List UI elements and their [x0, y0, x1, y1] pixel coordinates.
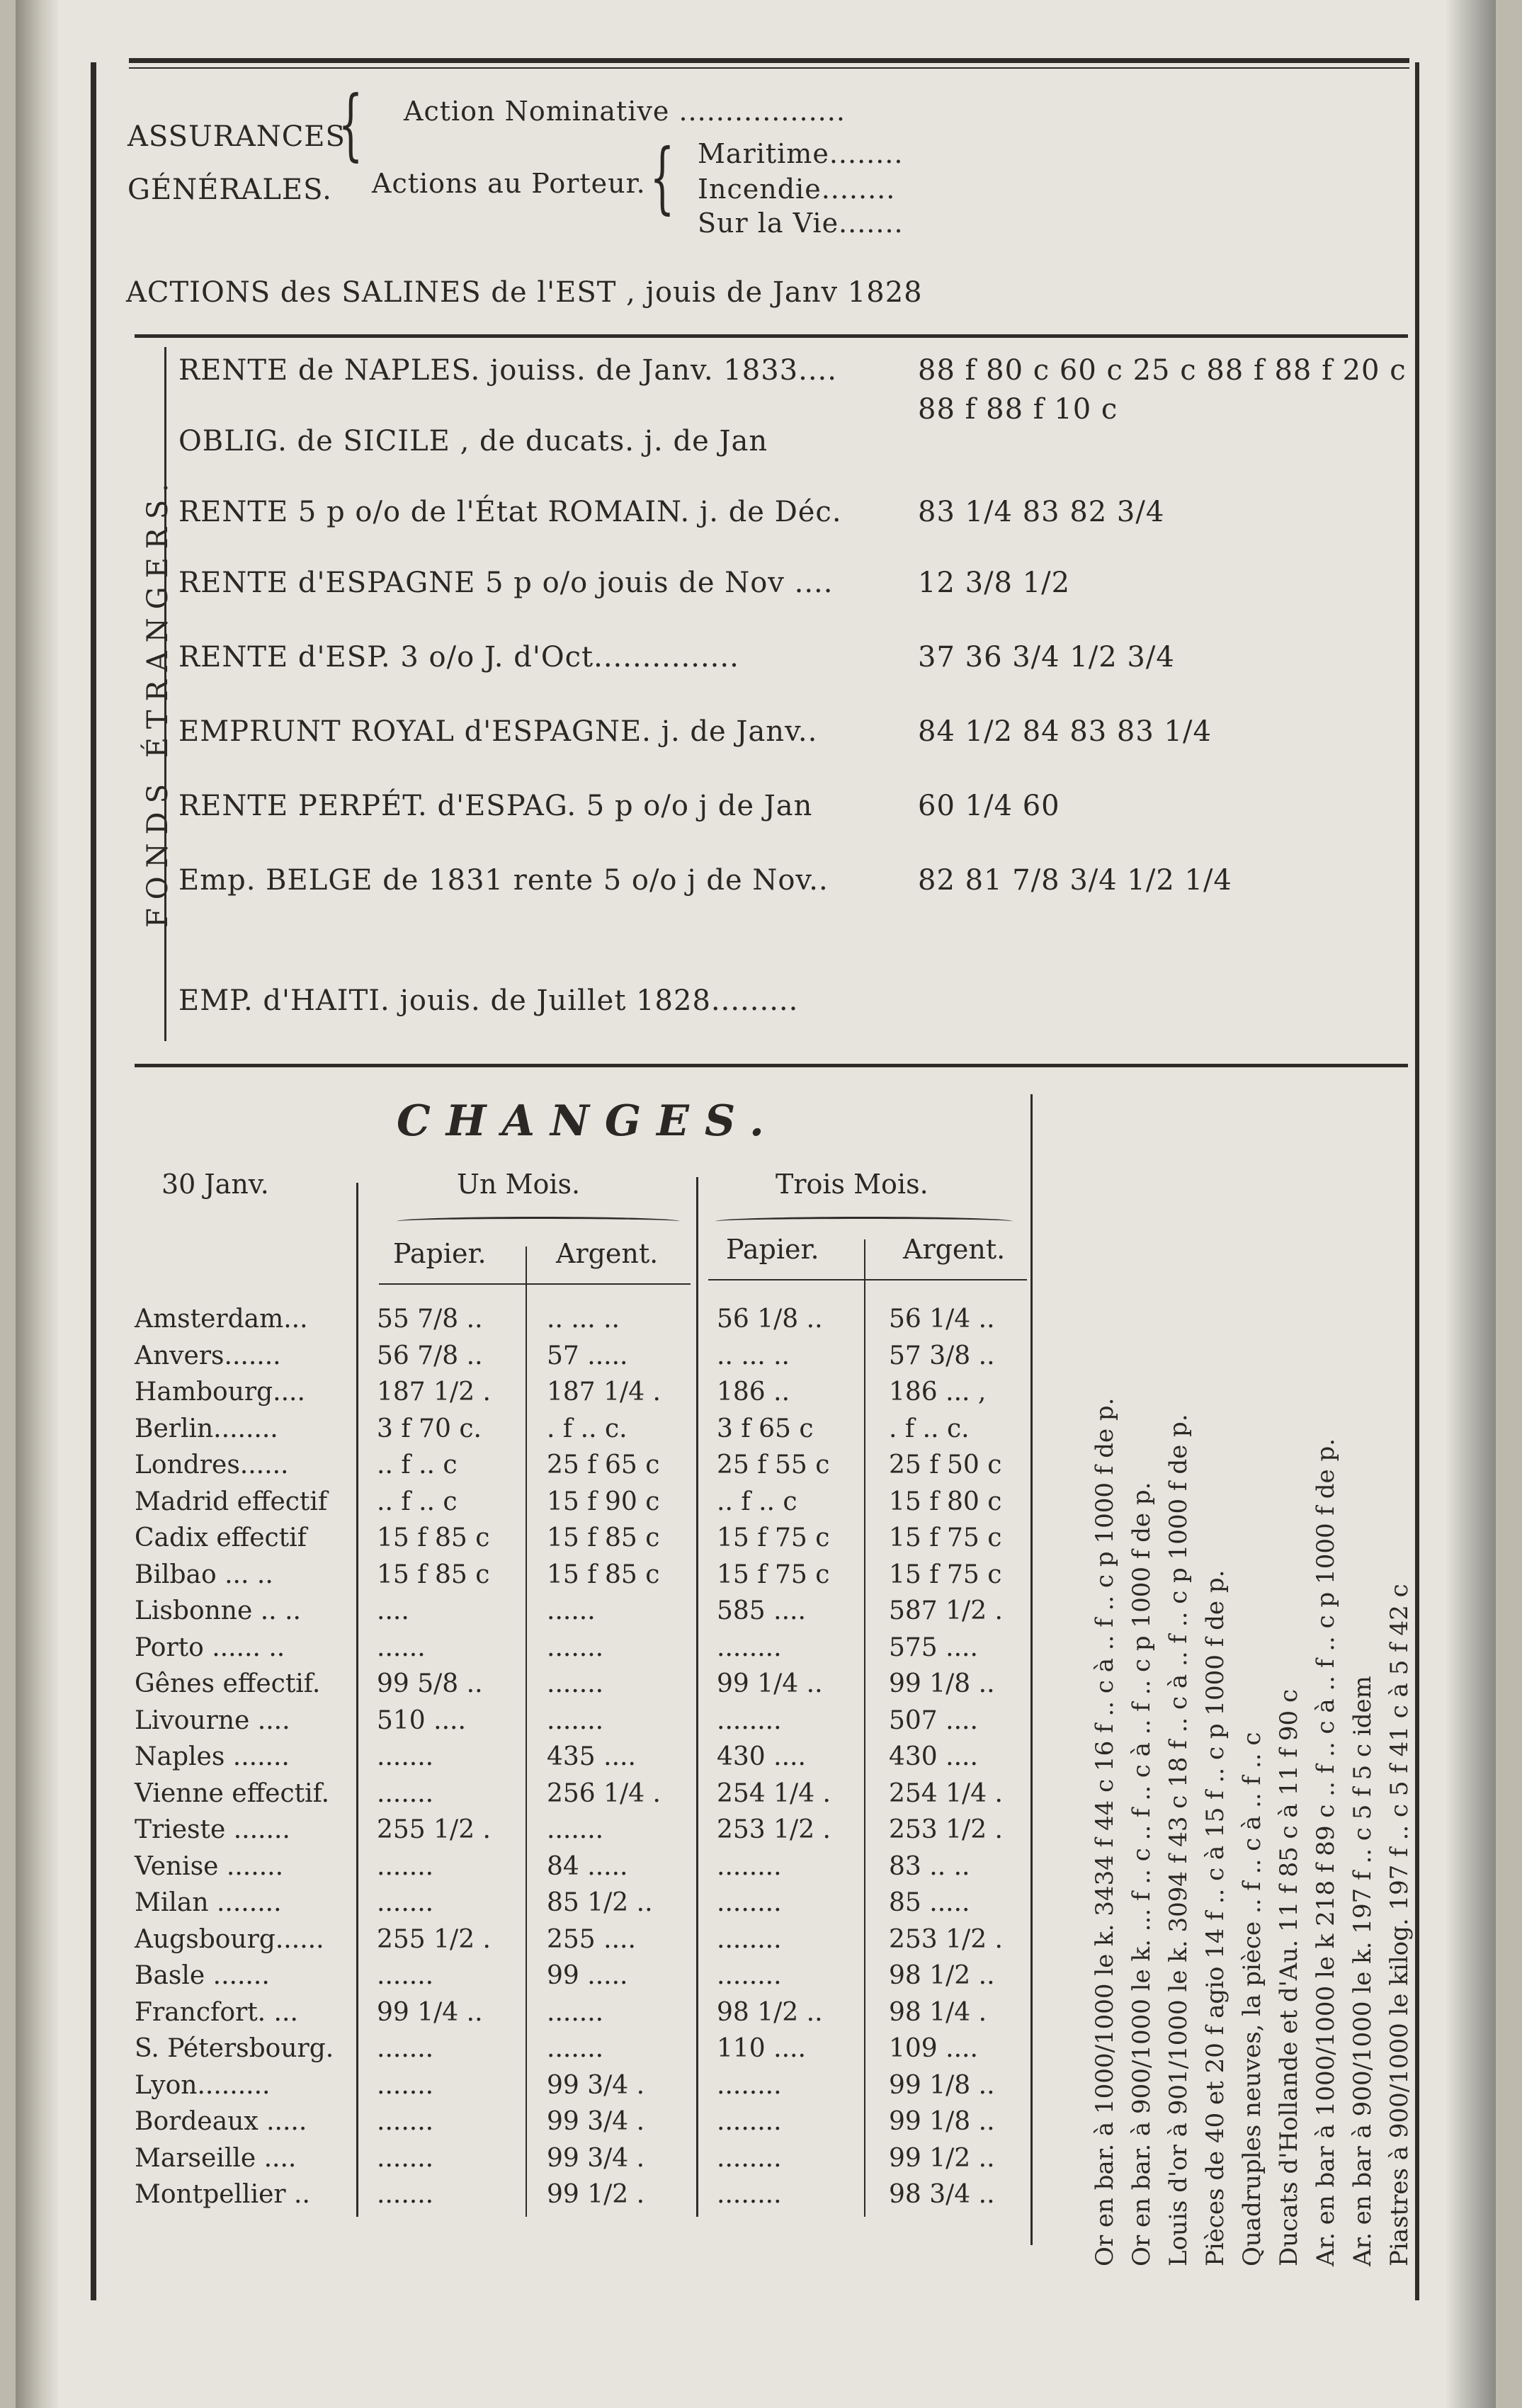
trois-mois-header: Trois Mois. — [776, 1169, 928, 1200]
rate-cell: 83 .. .. — [889, 1851, 970, 1881]
table-row — [0, 1778, 1003, 1814]
city-name: Livourne .... — [135, 1705, 290, 1735]
city-name: S. Pétersbourg. — [135, 2034, 334, 2063]
rate-cell: ....... — [547, 1997, 604, 2027]
rate-cell: ....... — [377, 1742, 434, 1771]
table-row — [0, 1341, 995, 1377]
rate-cell: .. f .. c — [377, 1487, 458, 1516]
rate-cell: ........ — [717, 2143, 782, 2173]
table-row — [0, 1305, 995, 1340]
rate-cell: 57 3/8 .. — [889, 1341, 995, 1370]
rate-cell: 15 f 85 c — [377, 1523, 490, 1552]
city-name: Londres...... — [135, 1450, 289, 1480]
city-name: Amsterdam... — [135, 1305, 308, 1334]
rate-cell: 25 f 55 c — [717, 1450, 830, 1480]
rate-cell: 55 7/8 .. — [377, 1305, 483, 1334]
rate-cell: 255 .... — [547, 1924, 636, 1954]
rate-cell: 25 f 65 c — [547, 1450, 660, 1480]
rate-cell: 99 1/4 .. — [717, 1669, 823, 1698]
rate-cell: 254 1/4 . — [717, 1778, 831, 1808]
city-name: Basle ....... — [135, 1961, 270, 1990]
rate-cell: 587 1/2 . — [889, 1596, 1003, 1625]
rate-cell: 99 1/8 .. — [889, 2070, 995, 2100]
rate-cell: 585 .... — [717, 1596, 806, 1625]
rate-cell: 109 .... — [889, 2034, 978, 2063]
rate-cell: 15 f 75 c — [717, 1560, 830, 1589]
top-rule — [129, 58, 1409, 63]
rate-cell: ...... — [377, 1632, 426, 1662]
metal-price-line: Ar. en bar à 1000/1000 le k 218 f 89 c .. f .. c à .. f .. c p 1000 f de p. — [1312, 1438, 1340, 2266]
fonds-row-name: EMP. d'HAITI. jouis. de Juillet 1828......... — [178, 984, 799, 1017]
action-nominative: Action Nominative .................. — [404, 96, 846, 127]
assurances-label: ASSURANCES — [127, 120, 346, 153]
swash-un-mois — [397, 1217, 680, 1226]
rate-cell: 85 ..... — [889, 1888, 970, 1917]
city-name: Naples ....... — [135, 1742, 290, 1771]
metal-price-line: Pièces de 40 et 20 f agio 14 f .. c à 15 f .. c p 1000 f de p. — [1201, 1569, 1229, 2266]
changes-date: 30 Janv. — [161, 1169, 269, 1200]
rate-cell: .. f .. c — [717, 1487, 797, 1516]
sur-la-vie: Sur la Vie....... — [698, 208, 904, 239]
fonds-row-name: RENTE de NAPLES. jouiss. de Janv. 1833.... — [178, 354, 837, 387]
rate-cell: 99 5/8 .. — [377, 1669, 483, 1698]
table-row — [0, 1450, 1002, 1486]
metal-price-line: Or en bar. à 1000/1000 le k. 3434 f 44 c 16 f .. c à .. f .. c p 1000 f de p. — [1091, 1397, 1119, 2266]
rate-cell: 256 1/4 . — [547, 1778, 661, 1808]
rate-cell: ....... — [377, 2070, 434, 2100]
city-name: Vienne effectif. — [135, 1778, 330, 1808]
changes-title: CHANGES. — [397, 1096, 780, 1146]
maritime: Maritime........ — [698, 138, 904, 169]
table-row — [0, 1815, 1003, 1851]
rate-cell: 98 1/2 .. — [717, 1997, 823, 2027]
rate-cell: 99 3/4 . — [547, 2070, 645, 2100]
fonds-row-value: 60 1/4 60 — [918, 790, 1060, 822]
table-row — [0, 1632, 978, 1669]
un-mois-header: Un Mois. — [457, 1169, 581, 1200]
rate-cell: 575 .... — [889, 1632, 978, 1662]
rate-cell: . f .. c. — [547, 1414, 627, 1443]
rate-cell: 99 1/8 .. — [889, 2107, 995, 2136]
top-rule-thin — [129, 67, 1409, 69]
city-name: Venise ....... — [135, 1851, 284, 1881]
rate-cell: ........ — [717, 1851, 782, 1881]
generales-label: GÉNÉRALES. — [127, 174, 332, 206]
fonds-row-name: RENTE PERPÉT. d'ESPAG. 5 p o/o j de Jan — [178, 790, 813, 822]
table-row — [0, 1924, 1003, 1960]
rate-cell: ...... — [547, 1596, 596, 1625]
table-row — [0, 1560, 1002, 1596]
fonds-row-name: RENTE d'ESPAGNE 5 p o/o jouis de Nov .... — [178, 567, 834, 599]
rate-cell: 430 .... — [717, 1742, 806, 1771]
rate-cell: 3 f 65 c — [717, 1414, 814, 1443]
rate-cell: 186 ... , — [889, 1378, 987, 1407]
rate-cell: 254 1/4 . — [889, 1778, 1003, 1808]
metal-price-line: Louis d'or à 901/1000 le k. 3094 f 43 c 18 f .. c à .. f .. c p 1000 f de p. — [1164, 1414, 1193, 2266]
rate-cell: 435 .... — [547, 1742, 636, 1771]
rate-cell: 15 f 75 c — [889, 1560, 1002, 1589]
city-name: Francfort. ... — [135, 1997, 298, 2027]
rate-cell: ........ — [717, 1924, 782, 1954]
rate-cell: .. ... .. — [547, 1305, 620, 1334]
rate-cell: ....... — [547, 1669, 604, 1698]
city-name: Marseille .... — [135, 2143, 297, 2173]
rate-cell: 85 1/2 .. — [547, 1888, 653, 1917]
table-row — [0, 1742, 978, 1778]
rate-cell: 255 1/2 . — [377, 1815, 491, 1844]
header-rule-2 — [708, 1279, 1027, 1280]
fonds-row-name: RENTE d'ESP. 3 o/o J. d'Oct............... — [178, 641, 739, 674]
rate-cell: .. ... .. — [717, 1341, 790, 1370]
rate-cell: 98 1/4 . — [889, 1997, 987, 2027]
city-name: Lisbonne .. .. — [135, 1596, 301, 1625]
city-name: Berlin........ — [135, 1414, 278, 1443]
col-divider-metals — [1030, 1094, 1033, 2245]
rate-cell: 99 3/4 . — [547, 2143, 645, 2173]
fonds-row-name: Emp. BELGE de 1831 rente 5 o/o j de Nov.. — [178, 864, 829, 897]
table-row — [0, 1997, 987, 2033]
fonds-row-name: OBLIG. de SICILE , de ducats. j. de Jan — [178, 425, 768, 458]
papier-header-2: Papier. — [726, 1234, 819, 1265]
city-name: Montpellier .. — [135, 2180, 310, 2209]
papier-header-1: Papier. — [393, 1238, 487, 1269]
rate-cell: . f .. c. — [889, 1414, 970, 1443]
rate-cell: 255 1/2 . — [377, 1924, 491, 1954]
rate-cell: 56 1/8 .. — [717, 1305, 823, 1334]
rate-cell: 56 7/8 .. — [377, 1341, 483, 1370]
rate-cell: 99 1/2 . — [547, 2180, 645, 2209]
rate-cell: 253 1/2 . — [717, 1815, 831, 1844]
city-name: Milan ........ — [135, 1888, 282, 1917]
table-row — [0, 1414, 970, 1450]
fonds-row-value-2: 88 f 88 f 10 c — [918, 393, 1118, 426]
city-name: Cadix effectif — [135, 1523, 307, 1552]
table-row — [0, 1487, 1002, 1523]
rate-cell: ........ — [717, 1632, 782, 1662]
swash-trois-mois — [715, 1217, 1013, 1226]
rate-cell: 56 1/4 .. — [889, 1305, 995, 1334]
rate-cell: 253 1/2 . — [889, 1924, 1003, 1954]
table-row — [0, 1523, 1002, 1559]
rate-cell: 507 .... — [889, 1705, 978, 1735]
city-name: Gênes effectif. — [135, 1669, 321, 1698]
city-name: Hambourg.... — [135, 1378, 305, 1407]
rate-cell: ....... — [377, 1888, 434, 1917]
fonds-row-value: 83 1/4 83 82 3/4 — [918, 496, 1165, 528]
rate-cell: 98 1/2 .. — [889, 1961, 995, 1990]
rate-cell: 98 3/4 .. — [889, 2180, 995, 2209]
city-name: Madrid effectif — [135, 1487, 328, 1516]
rate-cell: ....... — [547, 1815, 604, 1844]
city-name: Anvers....... — [135, 1341, 281, 1370]
city-name: Porto ...... .. — [135, 1632, 285, 1662]
rate-cell: 15 f 85 c — [547, 1560, 660, 1589]
rate-cell: ....... — [377, 1851, 434, 1881]
city-name: Lyon......... — [135, 2070, 271, 2100]
fonds-row-value: 12 3/8 1/2 — [918, 567, 1071, 599]
table-row — [0, 1888, 970, 1924]
rate-cell: .... — [377, 1596, 409, 1625]
table-row — [0, 2180, 995, 2215]
table-row — [0, 2070, 995, 2106]
rate-cell: 510 .... — [377, 1705, 466, 1735]
metal-price-line: Ar. en bar à 900/1000 le k. 197 f .. c 5 f 5 c idem — [1348, 1676, 1377, 2266]
rate-cell: 99 3/4 . — [547, 2107, 645, 2136]
rate-cell: ........ — [717, 1705, 782, 1735]
brace-assurances: { — [338, 79, 363, 169]
rate-cell: 99 1/2 .. — [889, 2143, 995, 2173]
rate-cell: ....... — [547, 2034, 604, 2063]
table-row — [0, 2143, 995, 2179]
fonds-row-name: EMPRUNT ROYAL d'ESPAGNE. j. de Janv.. — [178, 715, 818, 748]
rate-cell: 253 1/2 . — [889, 1815, 1003, 1844]
fonds-etrangers-label: FONDS ÉTRANGERS. — [142, 475, 174, 928]
rate-cell: 430 .... — [889, 1742, 978, 1771]
fonds-row-value: 88 f 80 c 60 c 25 c 88 f 88 f 20 c — [918, 354, 1407, 387]
fonds-row-name: RENTE 5 p o/o de l'État ROMAIN. j. de Déc. — [178, 496, 842, 528]
table-row — [0, 1851, 970, 1887]
section-rule-fonds — [135, 334, 1408, 338]
rate-cell: ........ — [717, 2107, 782, 2136]
rate-cell: .. f .. c — [377, 1450, 458, 1480]
actions-porteur: Actions au Porteur. — [372, 168, 646, 199]
rate-cell: 15 f 75 c — [889, 1523, 1002, 1552]
city-name: Bilbao ... .. — [135, 1560, 273, 1589]
rate-cell: 15 f 90 c — [547, 1487, 660, 1516]
rate-cell: 3 f 70 c. — [377, 1414, 482, 1443]
table-row — [0, 1669, 995, 1705]
rate-cell: ........ — [717, 1888, 782, 1917]
incendie: Incendie........ — [698, 174, 896, 205]
rate-cell: 187 1/2 . — [377, 1378, 491, 1407]
fonds-row-value: 84 1/2 84 83 83 1/4 — [918, 715, 1212, 748]
table-row — [0, 1596, 1003, 1632]
rate-cell: 15 f 75 c — [717, 1523, 830, 1552]
rate-cell: ........ — [717, 2180, 782, 2209]
rate-cell: 99 1/8 .. — [889, 1669, 995, 1698]
table-row — [0, 1961, 995, 1997]
rate-cell: 110 .... — [717, 2034, 806, 2063]
table-row — [0, 1378, 987, 1413]
city-name: Bordeaux ..... — [135, 2107, 307, 2136]
rate-cell: 15 f 85 c — [377, 1560, 490, 1589]
argent-header-2: Argent. — [903, 1234, 1006, 1265]
rate-cell: ........ — [717, 1961, 782, 1990]
rate-cell: ....... — [547, 1632, 604, 1662]
rate-cell: ....... — [377, 2034, 434, 2063]
rate-cell: 15 f 80 c — [889, 1487, 1002, 1516]
fonds-row-value: 37 36 3/4 1/2 3/4 — [918, 641, 1175, 674]
rate-cell: 15 f 85 c — [547, 1523, 660, 1552]
section-rule-changes — [135, 1064, 1408, 1067]
brace-porteur: { — [649, 132, 675, 222]
rate-cell: ....... — [377, 2143, 434, 2173]
rate-cell: ....... — [377, 1778, 434, 1808]
rate-cell: 25 f 50 c — [889, 1450, 1002, 1480]
header-rule-1 — [379, 1283, 691, 1285]
actions-salines: ACTIONS des SALINES de l'EST , jouis de Janv 1828 — [126, 276, 923, 309]
fonds-row-value: 82 81 7/8 3/4 1/2 1/4 — [918, 864, 1232, 897]
rate-cell: 57 ..... — [547, 1341, 628, 1370]
metal-price-line: Ducats d'Hollande et d'Au. 11 f 85 c à 11 f 90 c — [1275, 1688, 1303, 2266]
rate-cell: 99 1/4 .. — [377, 1997, 483, 2027]
rate-cell: ........ — [717, 2070, 782, 2100]
page-edge-shadow — [1446, 0, 1496, 2408]
rate-cell: 187 1/4 . — [547, 1378, 661, 1407]
argent-header-1: Argent. — [556, 1238, 659, 1269]
rate-cell: ....... — [377, 2180, 434, 2209]
rate-cell: ....... — [377, 1961, 434, 1990]
table-row — [0, 2107, 995, 2142]
metal-price-line: Or en bar. à 900/1000 le k. ... f .. c .. f .. c à .. f .. c p 1000 f de p. — [1128, 1482, 1156, 2266]
table-row — [0, 2034, 978, 2069]
rate-cell: ....... — [547, 1705, 604, 1735]
table-row — [0, 1705, 978, 1742]
city-name: Trieste ....... — [135, 1815, 290, 1844]
rate-cell: 99 ..... — [547, 1961, 628, 1990]
rate-cell: 84 ..... — [547, 1851, 628, 1881]
metal-price-line: Piastres à 900/1000 le kilog. 197 f .. c 5 f 41 c à 5 f 42 c — [1385, 1584, 1414, 2266]
metal-price-line: Quadruples neuves, la pièce .. f .. c à .. f .. c — [1238, 1732, 1266, 2266]
city-name: Augsbourg...... — [135, 1924, 324, 1954]
rate-cell: ....... — [377, 2107, 434, 2136]
rate-cell: 186 .. — [717, 1378, 790, 1407]
